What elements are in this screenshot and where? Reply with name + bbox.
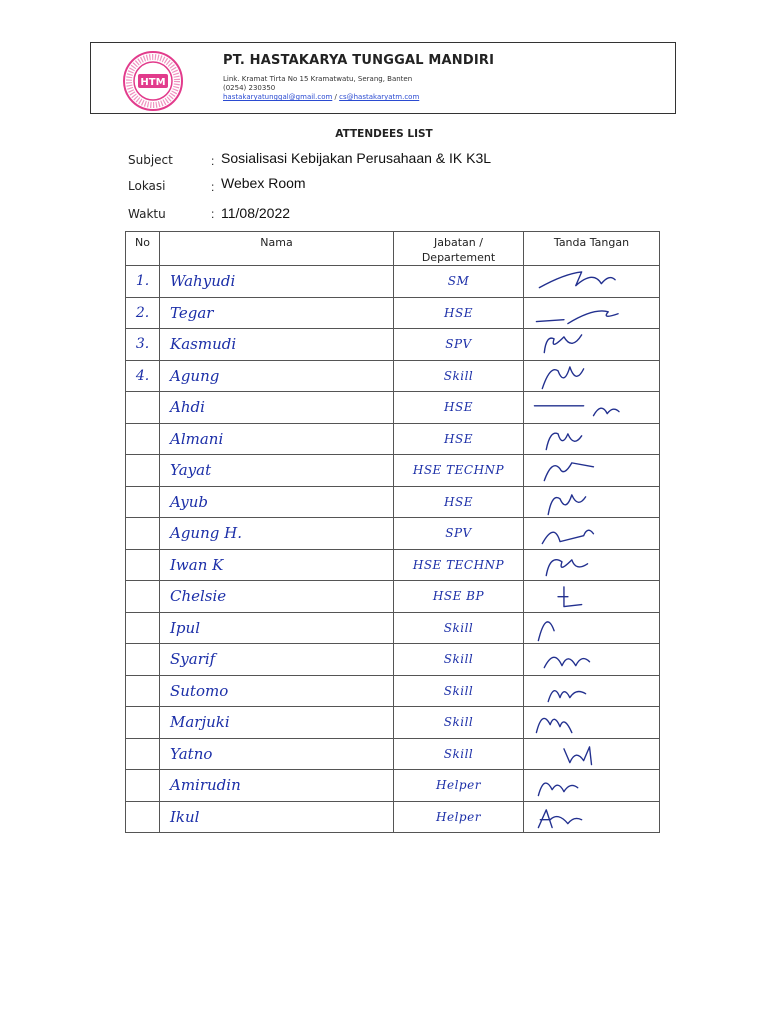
row-signature [524, 423, 660, 455]
document-title: ATTENDEES LIST [335, 128, 433, 140]
handwritten-signature-icon [524, 361, 659, 392]
row-signature [524, 360, 660, 392]
row-nama: Syarif [160, 644, 394, 676]
table-row [126, 392, 660, 424]
table-row [126, 297, 660, 329]
signature-stroke [564, 746, 592, 764]
row-no [126, 581, 160, 613]
row-jabatan: HSE [394, 423, 524, 455]
row-signature [524, 392, 660, 424]
row-nama: Iwan K [160, 549, 394, 581]
table-row [126, 266, 660, 298]
signature-stroke [544, 335, 581, 353]
row-no [126, 423, 160, 455]
row-signature [524, 644, 660, 676]
handwritten-signature-icon [524, 550, 659, 581]
table-row [126, 486, 660, 518]
signature-stroke [544, 463, 593, 481]
row-signature [524, 738, 660, 770]
header-nama: Nama [160, 232, 394, 266]
row-no: 4. [126, 360, 160, 392]
row-no: 1. [126, 266, 160, 298]
signature-stroke [548, 494, 585, 514]
row-jabatan: HSE [394, 392, 524, 424]
company-phone: (0254) 230350 [223, 84, 276, 92]
row-jabatan: SPV [394, 518, 524, 550]
row-no [126, 675, 160, 707]
row-nama: Kasmudi [160, 329, 394, 361]
row-no [126, 549, 160, 581]
row-jabatan: Skill [394, 360, 524, 392]
company-emails [223, 93, 419, 101]
row-no [126, 770, 160, 802]
row-jabatan: HSE [394, 486, 524, 518]
row-nama: Agung H. [160, 518, 394, 550]
row-jabatan: SPV [394, 329, 524, 361]
handwritten-signature-icon [524, 298, 659, 329]
row-nama: Yayat [160, 455, 394, 487]
signature-stroke [539, 272, 615, 288]
row-nama: Ayub [160, 486, 394, 518]
field-value-waktu: 11/08/2022 [221, 205, 291, 221]
signature-stroke [542, 530, 593, 543]
table-row [126, 423, 660, 455]
row-no: 2. [126, 297, 160, 329]
attendees-body [126, 266, 660, 833]
row-jabatan: Helper [394, 770, 524, 802]
row-no: 3. [126, 329, 160, 361]
header-jabatan-line2: Departement [421, 251, 496, 264]
handwritten-signature-icon [524, 770, 659, 801]
row-jabatan: HSE TECHNP [394, 455, 524, 487]
signature-stroke [548, 690, 585, 701]
company-address: Link. Kramat Tirta No 15 Kramatwatu, Serang, Banten [223, 75, 413, 83]
field-label-subject: Subject [128, 153, 173, 167]
handwritten-signature-icon [524, 739, 659, 770]
table-row [126, 455, 660, 487]
row-nama: Agung [160, 360, 394, 392]
handwritten-signature-icon [524, 581, 659, 612]
row-jabatan: HSE TECHNP [394, 549, 524, 581]
table-row [126, 707, 660, 739]
field-value-subject: Sosialisasi Kebijakan Perusahaan & IK K3L [221, 150, 492, 166]
signature-stroke [546, 433, 581, 449]
handwritten-signature-icon [524, 329, 659, 360]
row-nama: Almani [160, 423, 394, 455]
signature-stroke [542, 366, 583, 388]
handwritten-signature-icon [524, 424, 659, 455]
signature-stroke [536, 310, 618, 323]
row-no [126, 455, 160, 487]
row-no [126, 801, 160, 833]
row-signature [524, 801, 660, 833]
header-tanda-tangan: Tanda Tangan [524, 232, 660, 266]
row-no [126, 486, 160, 518]
signature-stroke [538, 809, 581, 827]
signature-stroke [538, 783, 577, 796]
row-no [126, 644, 160, 676]
field-colon: : [211, 180, 215, 194]
row-nama: Sutomo [160, 675, 394, 707]
row-signature [524, 612, 660, 644]
table-row [126, 801, 660, 833]
table-row [126, 738, 660, 770]
table-row [126, 518, 660, 550]
row-signature [524, 770, 660, 802]
row-jabatan: Skill [394, 675, 524, 707]
letterhead [90, 42, 676, 114]
handwritten-signature-icon [524, 518, 659, 549]
attendees-table [125, 231, 660, 833]
row-signature [524, 266, 660, 298]
signature-stroke [534, 406, 619, 416]
row-jabatan: Skill [394, 612, 524, 644]
row-jabatan: SM [394, 266, 524, 298]
email-link-1[interactable]: hastakaryatunggal@gmail.com [223, 93, 333, 101]
row-nama: Ikul [160, 801, 394, 833]
row-signature [524, 486, 660, 518]
table-row [126, 360, 660, 392]
row-jabatan: Skill [394, 738, 524, 770]
handwritten-signature-icon [524, 802, 659, 833]
row-nama: Yatno [160, 738, 394, 770]
row-signature [524, 675, 660, 707]
row-signature [524, 455, 660, 487]
signature-stroke [546, 559, 587, 575]
email-link-2[interactable]: cs@hastakaryatm.com [339, 93, 420, 101]
row-nama: Ahdi [160, 392, 394, 424]
field-colon: : [211, 207, 215, 221]
handwritten-signature-icon [524, 707, 659, 738]
row-signature [524, 518, 660, 550]
handwritten-signature-icon [524, 487, 659, 518]
handwritten-signature-icon [524, 266, 659, 297]
row-signature [524, 549, 660, 581]
header-jabatan-line1: Jabatan / [434, 236, 483, 249]
header-no: No [126, 232, 160, 266]
field-label-lokasi: Lokasi [128, 179, 166, 193]
row-signature [524, 329, 660, 361]
row-jabatan: HSE [394, 297, 524, 329]
row-nama: Wahyudi [160, 266, 394, 298]
svg-text:HTM: HTM [140, 77, 166, 88]
header-jabatan [394, 232, 524, 266]
handwritten-signature-icon [524, 392, 659, 423]
signature-stroke [538, 621, 554, 640]
field-value-lokasi: Webex Room [221, 175, 306, 191]
row-signature [524, 581, 660, 613]
handwritten-signature-icon [524, 455, 659, 486]
email-separator: / [332, 93, 340, 101]
handwritten-signature-icon [524, 644, 659, 675]
row-jabatan: HSE BP [394, 581, 524, 613]
row-no [126, 392, 160, 424]
table-row [126, 612, 660, 644]
signature-stroke [558, 587, 582, 607]
row-nama: Amirudin [160, 770, 394, 802]
table-row [126, 549, 660, 581]
row-nama: Ipul [160, 612, 394, 644]
row-nama: Marjuki [160, 707, 394, 739]
table-row [126, 329, 660, 361]
table-row [126, 644, 660, 676]
table-row [126, 675, 660, 707]
field-label-waktu: Waktu [128, 207, 166, 221]
row-jabatan: Skill [394, 644, 524, 676]
handwritten-signature-icon [524, 676, 659, 707]
table-row [126, 581, 660, 613]
row-signature [524, 297, 660, 329]
table-row [126, 770, 660, 802]
row-no [126, 518, 160, 550]
row-no [126, 738, 160, 770]
row-no [126, 612, 160, 644]
signature-stroke [536, 718, 571, 732]
row-jabatan: Helper [394, 801, 524, 833]
row-nama: Tegar [160, 297, 394, 329]
table-header-row [126, 232, 660, 266]
company-name: PT. HASTAKARYA TUNGGAL MANDIRI [223, 53, 495, 68]
signature-stroke [544, 657, 589, 667]
row-signature [524, 707, 660, 739]
row-jabatan: Skill [394, 707, 524, 739]
handwritten-signature-icon [524, 613, 659, 644]
company-logo-icon [121, 49, 185, 113]
field-colon: : [211, 154, 215, 168]
row-nama: Chelsie [160, 581, 394, 613]
row-no [126, 707, 160, 739]
